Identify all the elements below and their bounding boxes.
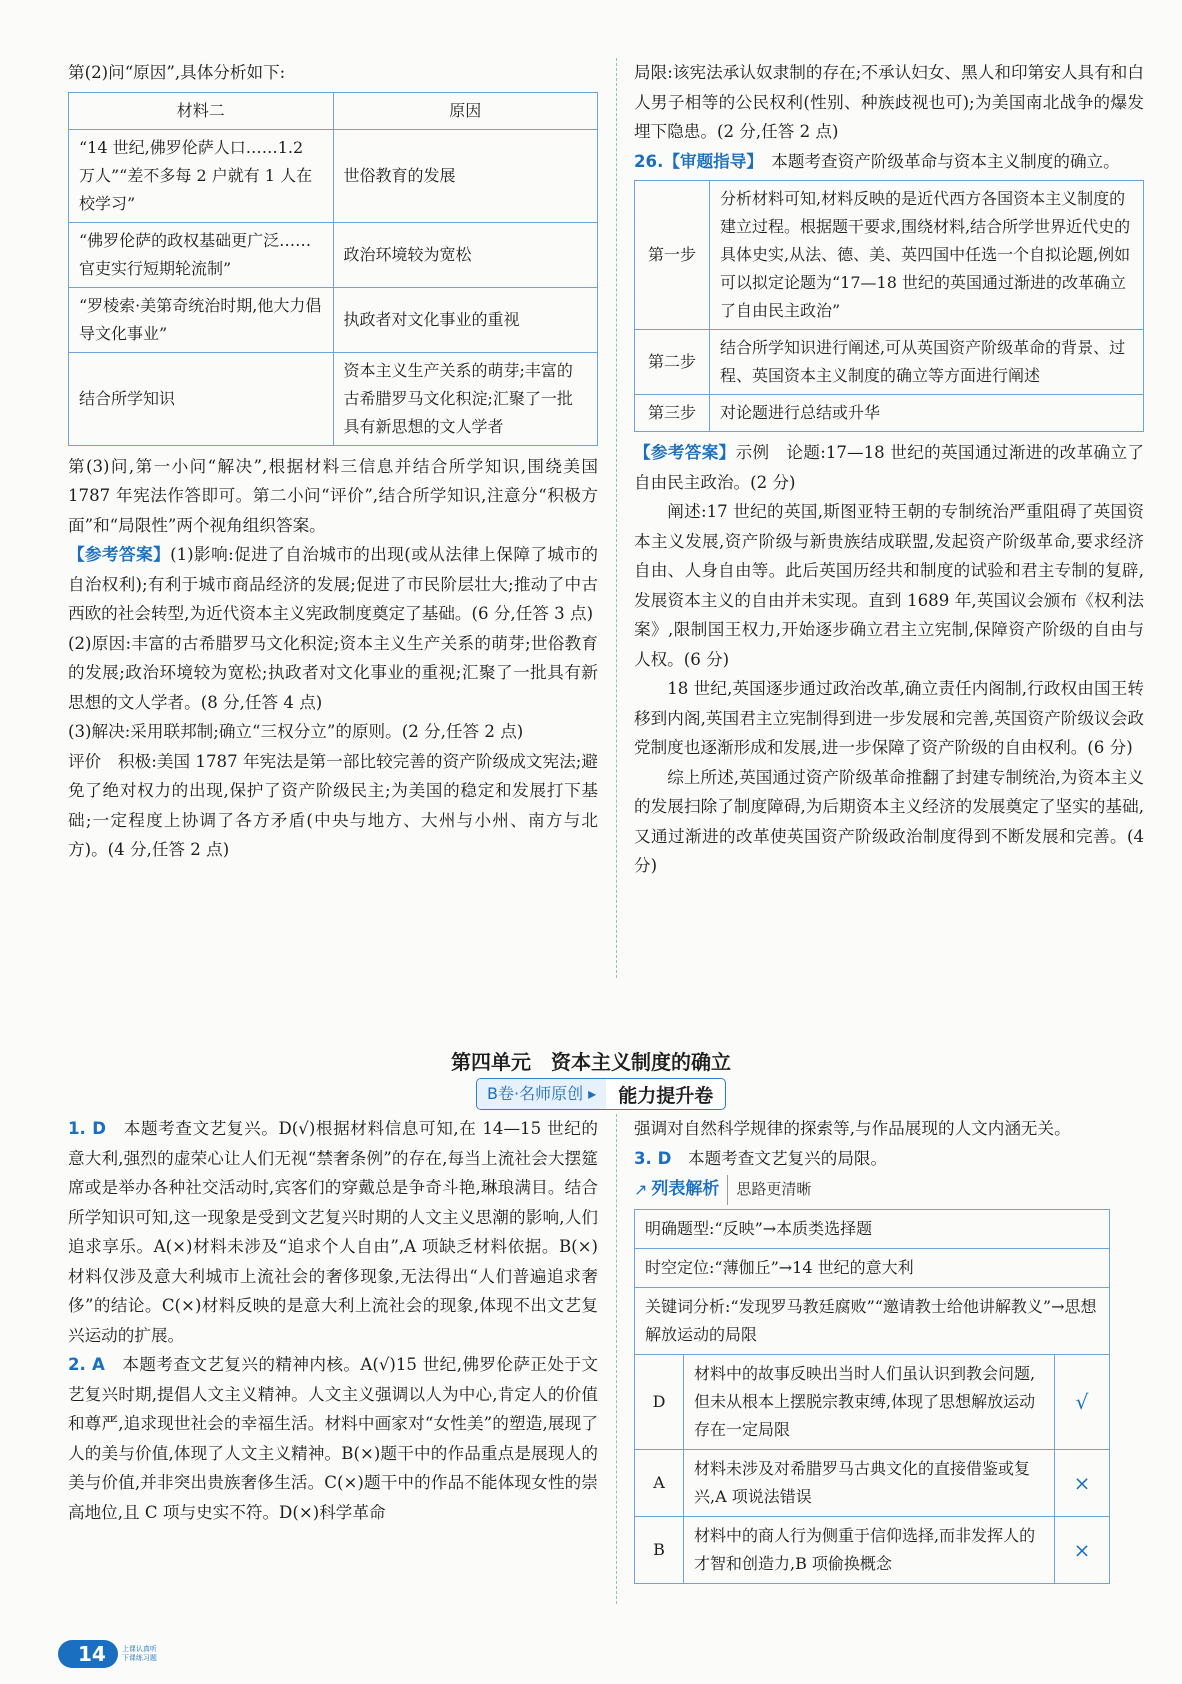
table-row xyxy=(635,1354,1110,1449)
answer-label: 【参考答案】 xyxy=(634,443,736,462)
table-cell: “罗棱索·美第奇统治时期,他大力倡导文化事业” xyxy=(69,287,334,352)
answer-head-text: 示例 论题:17—18 世纪的英国通过渐进的改革确立了自由民主政治。(2 分) xyxy=(634,443,1144,492)
table-row xyxy=(69,352,598,445)
guide-label: 【审题指导】 xyxy=(663,151,755,171)
table-row xyxy=(635,330,1144,395)
q26-text: 本题考查资产阶级革命与资本主义制度的确立。 xyxy=(771,151,1120,171)
limit-text: 局限:该宪法承认奴隶制的存在;不承认妇女、黑人和印第安人具有和白人男子相等的公民权利(性别、种族歧视也可);为美国南北战争的爆发埋下隐患。(2 分,任答 2 点) xyxy=(634,63,1144,141)
table-row xyxy=(69,222,598,287)
table-row xyxy=(635,1449,1110,1516)
column-divider-top xyxy=(616,58,617,978)
q26-guide xyxy=(634,147,1144,177)
table-row xyxy=(635,395,1144,432)
answer-1 xyxy=(68,540,598,629)
q1-text: 本题考查文艺复兴。D(√)根据材料信息可知,在 14—15 世纪的意大利,强烈的虚荣心让人们无视“禁奢条例”的存在,每当上流社会大摆筵席或是举办各种社交活动时,宾客们的穿戴总是争奇斗艳,琳琅满目。结合所学知识可知,这一现象是受到文艺复兴时期的人文主义思潮的影响,人们追求享乐。A(×)材料未涉及“追求个人自由”,A 项缺乏材料依据。B(×)材料仅涉及意大利城市上流社会的奢侈现象,无法得出“人们普遍追求奢侈”的结论。C(×)材料反映的是意大利上流社会的现象,体现不出文艺复兴运动的扩展。 xyxy=(68,1119,599,1345)
q26-number: 26. xyxy=(634,151,664,171)
unit-title: 第四单元 资本主义制度的确立 xyxy=(451,1050,731,1074)
q3-text: 本题考查文艺复兴的局限。 xyxy=(688,1148,888,1168)
answer-para-3: 综上所述,英国通过资产阶级革命推翻了封建专制统治,为资本主义的发展扫除了制度障碍,为后期资本主义经济的发展奠定了坚实的基础,又通过渐进的改革使英国资产阶级政治制度得到不断发展和完善。(4 分) xyxy=(634,767,1144,875)
keyword-analysis: 关键词分析:“发现罗马教廷腐败”“邀请教士给他讲解教义”→思想解放运动的局限 xyxy=(635,1287,1110,1354)
step-text: 分析材料可知,材料反映的是近代西方各国资本主义制度的建立过程。根据题干要求,围绕材料,结合所学世界近代史的具体史实,从法、德、美、英四国中任选一个自拟论题,例如可以拟定论题为“17—18 世纪的英国通过渐进的改革确立了自由民主政治” xyxy=(710,181,1144,330)
check-icon: √ xyxy=(1055,1354,1110,1449)
table-row xyxy=(635,1287,1110,1354)
step-label: 第三步 xyxy=(635,395,710,432)
steps-table xyxy=(634,180,1144,432)
time-space: 时空定位:“薄伽丘”→14 世纪的意大利 xyxy=(635,1248,1110,1287)
table-cell: 执政者对文化事业的重视 xyxy=(333,287,598,352)
left-column xyxy=(68,58,598,865)
banner-right: 能力提升卷 xyxy=(618,1084,714,1107)
option-text: 材料中的商人行为侧重于信仰选择,而非发挥人的才智和创造力,B 项偷换概念 xyxy=(684,1516,1055,1583)
column-divider-bottom xyxy=(616,1114,617,1604)
q3 xyxy=(634,1144,1144,1174)
q3-analysis: 第(3)问,第一小问“解决”,根据材料三信息并结合所学知识,围绕美国 1787 年宪法作答即可。第二小问“评价”,结合所学知识,注意分“积极方面”和“局限性”两个视角组织答案。 xyxy=(68,456,598,535)
answer-para-1: 阐述:17 世纪的英国,斯图亚特王朝的专制统治严重阻碍了英国资本主义发展,资产阶级与新贵族结成联盟,发起资产阶级革命,要求经济自由、人身自由等。此后英国历经共和制度的试验和君主专制的复辟,发展资本主义的自由并未实现。直到 1689 年,英国议会颁布《权利法案》,限制国王权力,开始逐步确立君主立宪制,保障资产阶级的自由与人权。(6 分) xyxy=(634,502,1144,669)
bottom-right-column xyxy=(634,1114,1144,1584)
q2-intro: 第(2)问“原因”,具体分析如下: xyxy=(68,63,286,82)
q2 xyxy=(68,1350,598,1527)
table-row xyxy=(69,287,598,352)
table-row xyxy=(635,1248,1110,1287)
answer-eval: 评价 积极:美国 1787 年宪法是第一部比较完善的资产阶级成文宪法;避免了绝对权力的出现,保护了资产阶级民主;为美国的稳定和发展打下基础;一定程度上协调了各方矛盾(中央与地方、大州与小州、南方与北方)。(4 分,任答 2 点) xyxy=(68,751,598,859)
page-number: 14 xyxy=(58,1640,118,1668)
table-row xyxy=(635,1516,1110,1583)
step-text: 对论题进行总结或升华 xyxy=(710,395,1144,432)
table-header: 材料二 xyxy=(69,92,334,129)
right-column xyxy=(634,58,1144,881)
list-analysis-sub: 思路更清晰 xyxy=(727,1175,811,1205)
answer-1-text: (1)影响:促进了自治城市的出现(或从法律上保障了城市的自治权利);有利于城市商品经济的发展;促进了市民阶层壮大;推动了中古西欧的社会转型,为近代资本主义宪政制度奠定了基础。(6 分,任答 3 点) xyxy=(68,545,598,623)
q3-number: 3. D xyxy=(634,1148,672,1168)
answer-head xyxy=(634,438,1144,497)
option-text: 材料未涉及对希腊罗马古典文化的直接借鉴或复兴,A 项说法错误 xyxy=(684,1449,1055,1516)
table-cell: “佛罗伦萨的政权基础更广泛……官吏实行短期轮流制” xyxy=(69,222,334,287)
bottom-left-column xyxy=(68,1114,598,1527)
q2-number: 2. A xyxy=(68,1355,105,1374)
analysis-table xyxy=(634,1209,1110,1584)
answer-para-2: 18 世纪,英国逐步通过政治改革,确立责任内阁制,行政权由国王转移到内阁,英国君主立宪制得到进一步发展和完善,英国资产阶级议会政党制度也逐渐形成和发展,进一步保障了资产阶级的自由权利。(6 分) xyxy=(634,679,1144,757)
section-banner xyxy=(476,1078,726,1110)
table-cell: 世俗教育的发展 xyxy=(333,129,598,222)
table-cell: 资本主义生产关系的萌芽;丰富的古希腊罗马文化积淀;汇聚了一批具有新思想的文人学者 xyxy=(333,352,598,445)
list-analysis-header xyxy=(634,1175,1144,1205)
table-cell: 政治环境较为宽松 xyxy=(333,222,598,287)
step-label: 第二步 xyxy=(635,330,710,395)
material-two-table xyxy=(68,92,598,446)
q2-continued: 强调对自然科学规律的探索等,与作品展现的人文内涵无关。 xyxy=(634,1119,1071,1138)
table-row xyxy=(635,181,1144,330)
answer-2: (2)原因:丰富的古希腊罗马文化积淀;资本主义生产关系的萌芽;世俗教育的发展;政治环境较为宽松;执政者对文化事业的重视;汇聚了一批具有新思想的文人学者。(8 分,任答 4 点) xyxy=(68,633,598,712)
q2-text: 本题考查文艺复兴的精神内核。A(√)15 世纪,佛罗伦萨正处于文艺复兴时期,提倡人文主义精神。人文主义强调以人为中心,肯定人的价值和尊严,追求现世社会的幸福生活。材料中画家对“女性美”的塑造,展现了人的美与价值,体现了人文主义精神。B(×)题干中的作品重点是展现人的美与价值,并非突出贵族奢侈生活。C(×)题干中的作品不能体现女性的崇高地位,且 C 项与史实不符。D(×)科学革命 xyxy=(68,1355,598,1522)
option-letter: D xyxy=(635,1354,684,1449)
step-label: 第一步 xyxy=(635,181,710,330)
page-footer xyxy=(58,1640,162,1668)
table-row xyxy=(635,1209,1110,1248)
option-letter: B xyxy=(635,1516,684,1583)
table-cell: 结合所学知识 xyxy=(69,352,334,445)
list-analysis-label: 列表解析 xyxy=(651,1179,720,1199)
banner-left: B卷·名师原创 ▸ xyxy=(477,1079,606,1109)
table-cell: “14 世纪,佛罗伦萨人口……1.2 万人”“差不多每 2 户就有 1 人在校学习” xyxy=(69,129,334,222)
footer-tag: 上课认真听 下课练习题 xyxy=(121,1645,157,1662)
table-header: 原因 xyxy=(333,92,598,129)
cross-icon: × xyxy=(1055,1449,1110,1516)
step-text: 结合所学知识进行阐述,可从英国资产阶级革命的背景、过程、英国资本主义制度的确立等方面进行阐述 xyxy=(710,330,1144,395)
answer-3: (3)解决:采用联邦制;确立“三权分立”的原则。(2 分,任答 2 点) xyxy=(68,722,524,741)
q1-number: 1. D xyxy=(68,1119,106,1138)
q1 xyxy=(68,1114,598,1350)
option-text: 材料中的故事反映出当时人们虽认识到教会问题,但未从根本上摆脱宗教束缚,体现了思想解放运动存在一定局限 xyxy=(684,1354,1055,1449)
table-row xyxy=(69,129,598,222)
question-type: 明确题型:“反映”→本质类选择题 xyxy=(635,1209,1110,1248)
trend-icon: ↗ xyxy=(634,1180,648,1199)
answer-label: 【参考答案】 xyxy=(68,545,171,564)
option-letter: A xyxy=(635,1449,684,1516)
cross-icon: × xyxy=(1055,1516,1110,1583)
